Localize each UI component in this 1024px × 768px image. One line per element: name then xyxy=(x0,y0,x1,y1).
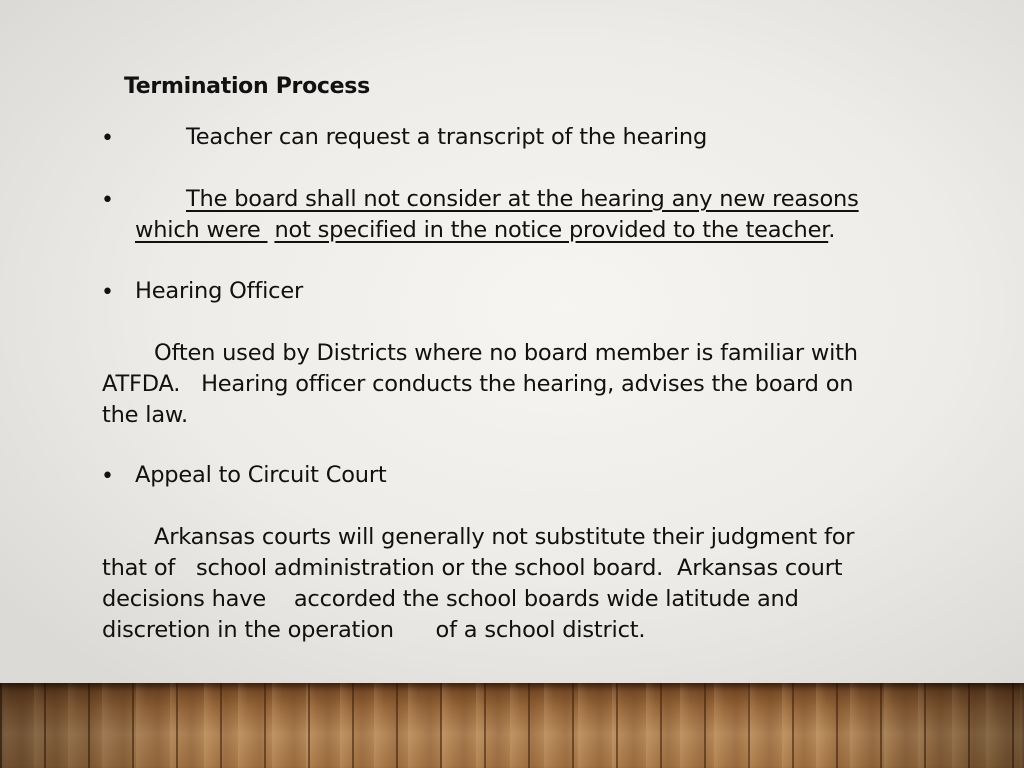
bullet-1: • xyxy=(101,126,114,151)
item-4-para-line-1: Arkansas courts will generally not substitute their judgment for xyxy=(154,524,855,550)
item-4-para-line-2: that of school administration or the school board. Arkansas court xyxy=(102,555,843,581)
item-3-para-line-3: the law. xyxy=(102,402,189,428)
item-2-line-2 xyxy=(135,217,835,243)
item-2-line-1 xyxy=(186,186,859,212)
item-2-line-2a: which were xyxy=(135,217,268,243)
item-4-heading: Appeal to Circuit Court xyxy=(135,462,387,488)
item-2-line-2b: not specified in the notice provided to the teacher xyxy=(274,217,829,243)
bullet-4: • xyxy=(101,464,114,489)
item-4-para-line-4: discretion in the operation of a school district. xyxy=(102,617,646,643)
item-2-period: . xyxy=(828,217,836,243)
bullet-2: • xyxy=(101,188,114,213)
item-4-para-line-3: decisions have accorded the school boards wide latitude and xyxy=(102,586,799,612)
item-1-text: Teacher can request a transcript of the hearing xyxy=(186,124,708,150)
item-3-para-line-1: Often used by Districts where no board member is familiar with xyxy=(154,340,858,366)
item-3-heading: Hearing Officer xyxy=(135,278,304,304)
bullet-3: • xyxy=(101,280,114,305)
slide-title: Termination Process xyxy=(124,74,370,99)
item-3-para-line-2: ATFDA. Hearing officer conducts the hearing, advises the board on xyxy=(102,371,854,397)
wood-floor-decoration xyxy=(0,683,1024,768)
item-2-line-1-underlined: The board shall not consider at the hearing any new reasons xyxy=(186,186,859,212)
